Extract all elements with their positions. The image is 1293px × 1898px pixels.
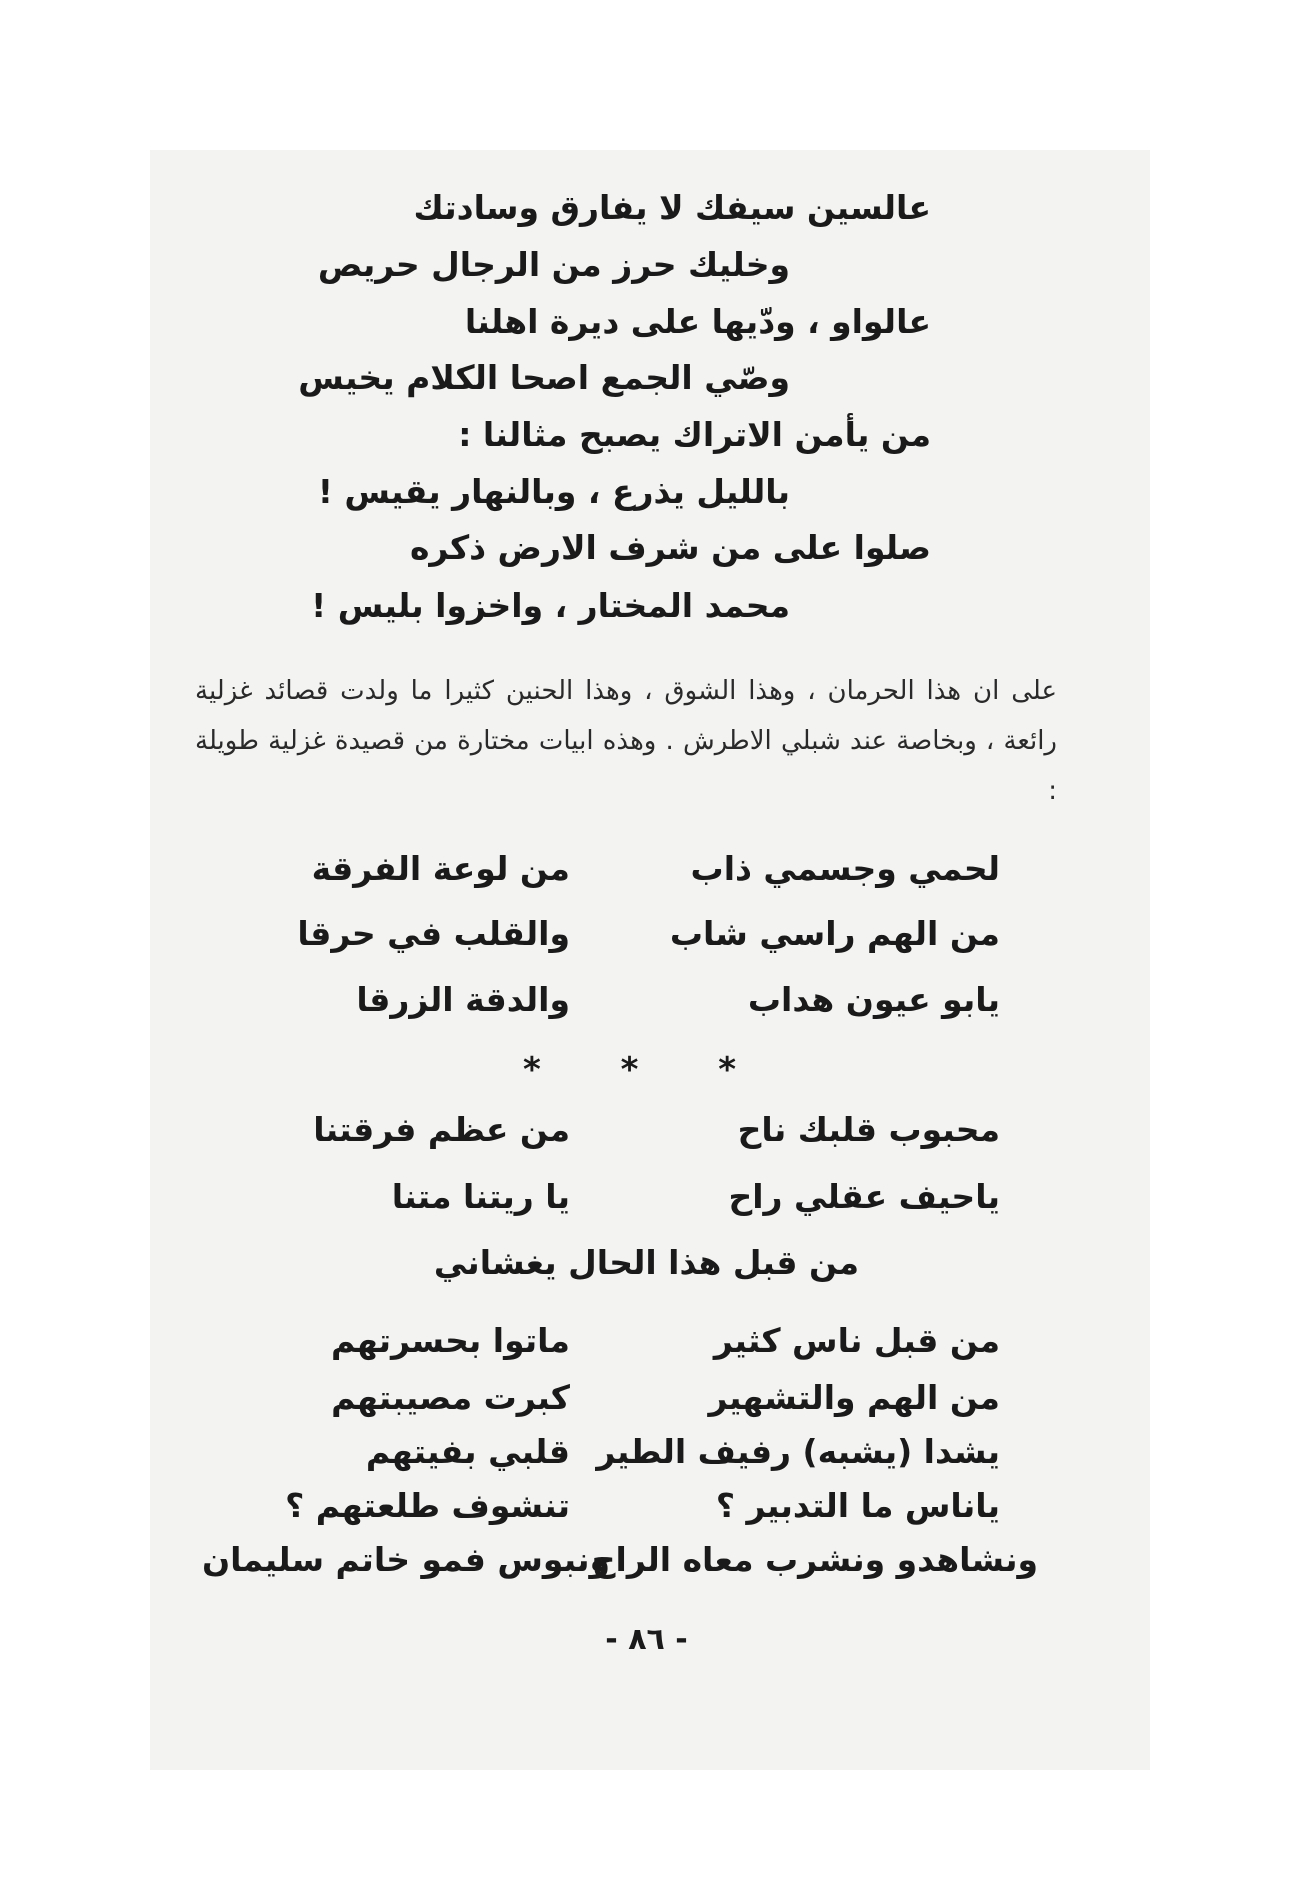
refrain-line: من قبل هذا الحال يغشاني bbox=[433, 1243, 860, 1282]
verse-right: من الهم والتشهير bbox=[708, 1378, 1000, 1417]
poem-line: وصّي الجمع اصحا الكلام يخيس bbox=[298, 358, 790, 397]
verse-right: من قبل ناس كثير bbox=[713, 1321, 1000, 1360]
poem-line: من يأمن الاتراك يصبح مثالنا : bbox=[458, 415, 931, 454]
verse-right: من الهم راسي شاب bbox=[669, 914, 1000, 953]
verse-left: من عظم فرقتنا bbox=[313, 1110, 570, 1149]
verse-right: ياناس ما التدبير ؟ bbox=[715, 1486, 1000, 1525]
poem-line: محمد المختار ، واخزوا بليس ! bbox=[311, 586, 790, 625]
verse-right: ياحيف عقلي راح bbox=[728, 1177, 1000, 1216]
verse-right: لحمي وجسمي ذاب bbox=[690, 849, 1000, 888]
verse-left: كبرت مصيبتهم bbox=[331, 1378, 570, 1417]
verse-left: والدقة الزرقا bbox=[356, 980, 570, 1019]
verse-right: يشدا (يشبه) رفيف الطير bbox=[596, 1432, 1000, 1471]
verse-right: يابو عيون هداب bbox=[747, 980, 1000, 1019]
verse-left: ونبوس فمو خاتم سليمان bbox=[201, 1540, 610, 1579]
verse-left: ماتوا بحسرتهم bbox=[330, 1321, 570, 1360]
poem-line: وخليك حرز من الرجال حريص bbox=[317, 245, 790, 284]
poem-line: عالسين سيفك لا يفارق وسادتك bbox=[413, 188, 931, 227]
intro-paragraph: على ان هذا الحرمان ، وهذا الشوق ، وهذا الحنين كثيرا ما ولدت قصائد غزلية رائعة ، وبخاصة عند شبلي الاطرش . وهذه ابيات مختارة من قصيدة غزلية طويلة : bbox=[195, 676, 1057, 806]
verse-left: من لوعة الفرقة bbox=[311, 849, 570, 888]
verse-left: والقلب في حرقا bbox=[297, 914, 570, 953]
section-separator: * * * bbox=[522, 1050, 770, 1090]
verse-left: تنشوف طلعتهم ؟ bbox=[285, 1486, 570, 1525]
verse-right: محبوب قلبك ناح bbox=[737, 1110, 1000, 1149]
poem-line: صلوا على من شرف الارض ذكره bbox=[409, 528, 931, 567]
poem-line: عالواو ، ودّيها على ديرة اهلنا bbox=[464, 302, 931, 341]
verse-left: قلبي بفيتهم bbox=[365, 1432, 570, 1471]
verse-left: يا ريتنا متنا bbox=[391, 1177, 570, 1216]
page-number: - ٨٦ - bbox=[605, 1622, 688, 1657]
poem-line: بالليل يذرع ، وبالنهار يقيس ! bbox=[317, 472, 790, 511]
verse-right: ونشاهدو ونشرب معاه الراح bbox=[591, 1540, 1038, 1579]
